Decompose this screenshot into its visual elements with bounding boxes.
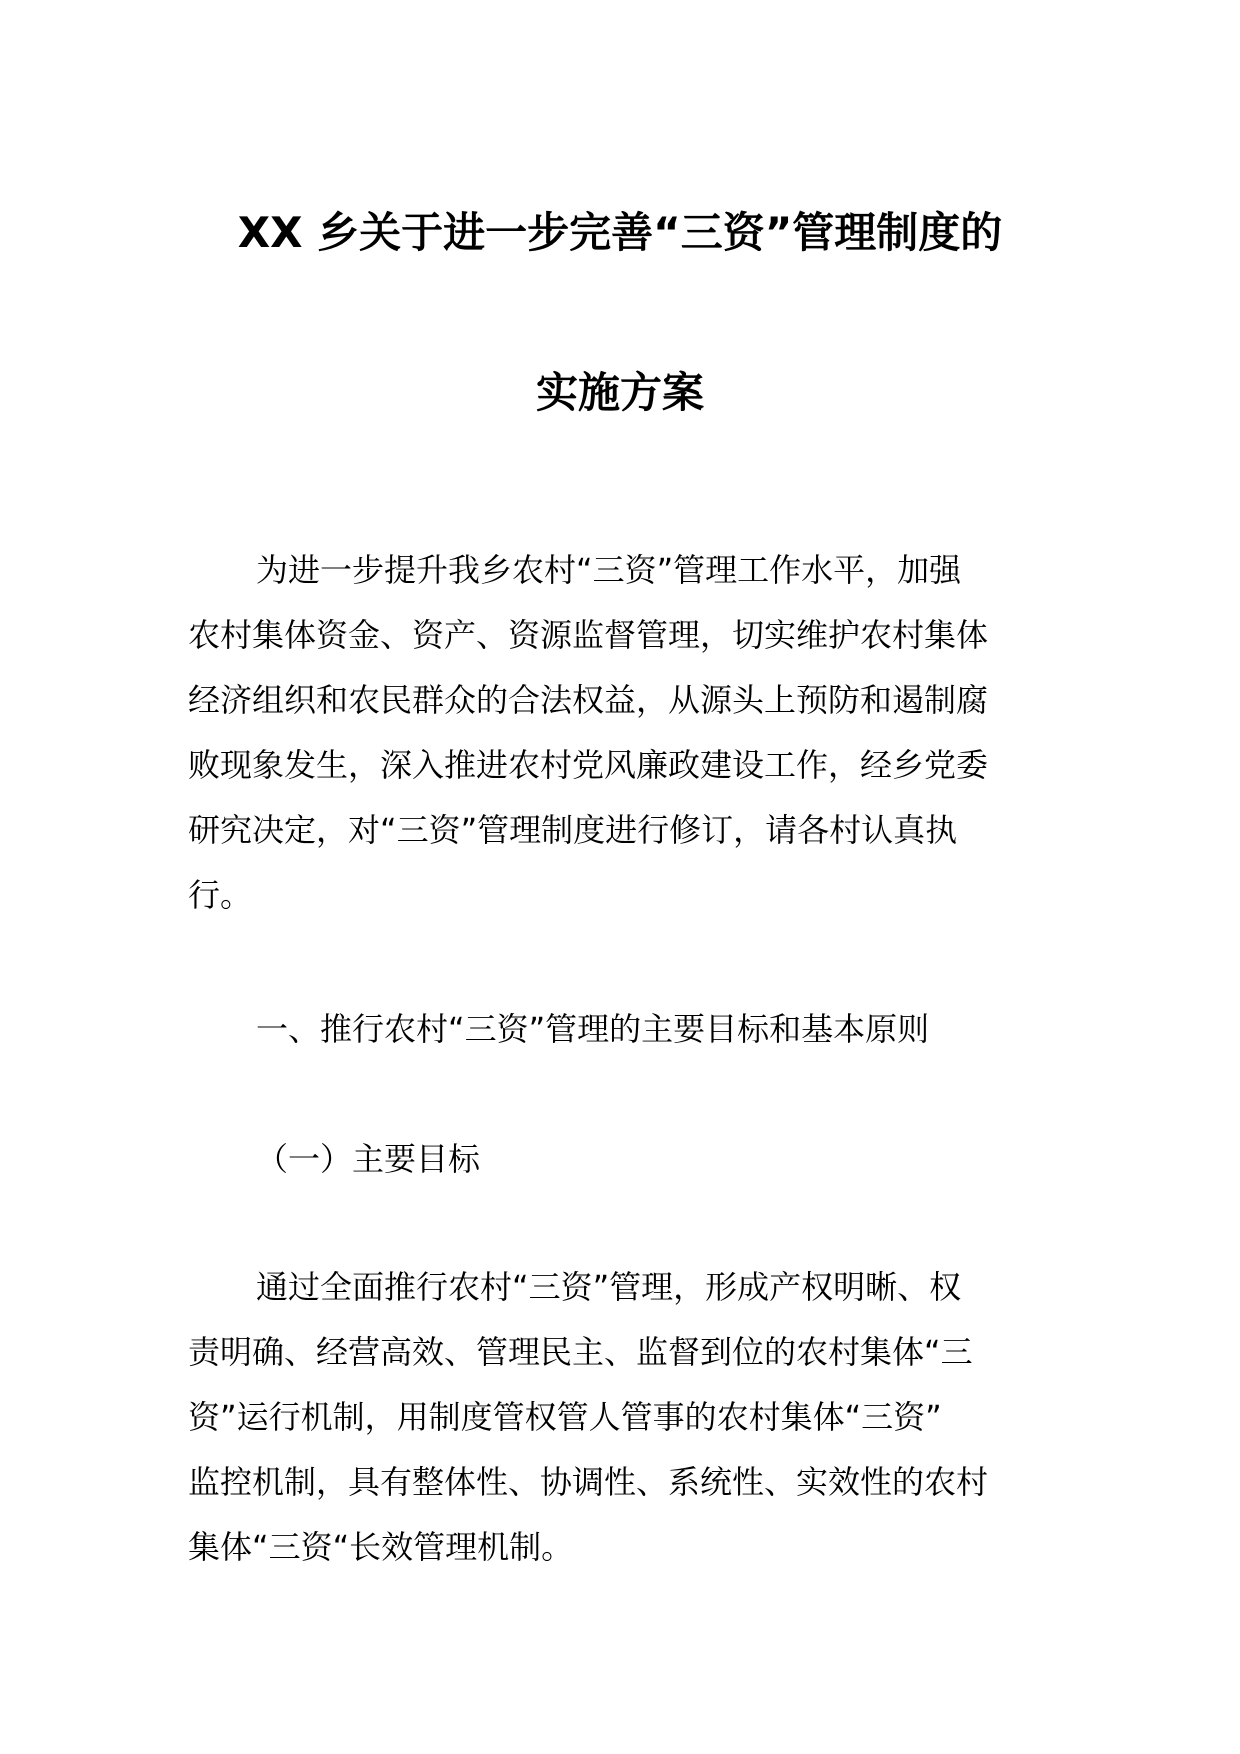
document-title-line-1: XX 乡关于进一步完善“三资”管理制度的 — [237, 208, 1003, 257]
paragraph-line: 经济组织和农民群众的合法权益，从源头上预防和遏制腐 — [188, 681, 989, 719]
subsection-heading: （一）主要目标 — [256, 1140, 481, 1178]
goal-paragraph — [188, 1255, 1056, 1580]
paragraph-line: 责明确、经营高效、管理民主、监督到位的农村集体“三 — [188, 1333, 973, 1371]
paragraph-line: 行。 — [188, 876, 253, 914]
paragraph-line: 通过全面推行农村“三资”管理，形成产权明晰、权 — [256, 1268, 962, 1306]
paragraph-line: 研究决定，对“三资”管理制度进行修订，请各村认真执 — [188, 811, 958, 849]
paragraph-line: 农村集体资金、资产、资源监督管理，切实维护农村集体 — [188, 616, 989, 654]
paragraph-line: 监控机制，具有整体性、协调性、系统性、实效性的农村 — [188, 1463, 989, 1501]
document-title-line-2: 实施方案 — [535, 368, 704, 417]
paragraph-line: 败现象发生，深入推进农村党风廉政建设工作，经乡党委 — [188, 746, 989, 784]
section-heading: 一、推行农村“三资”管理的主要目标和基本原则 — [256, 1010, 930, 1048]
intro-paragraph — [188, 538, 1056, 928]
paragraph-line: 为进一步提升我乡农村“三资”管理工作水平，加强 — [256, 551, 962, 589]
paragraph-line: 集体“三资“长效管理机制。 — [188, 1528, 574, 1566]
paragraph-line: 资”运行机制，用制度管权管人管事的农村集体“三资” — [188, 1398, 942, 1436]
